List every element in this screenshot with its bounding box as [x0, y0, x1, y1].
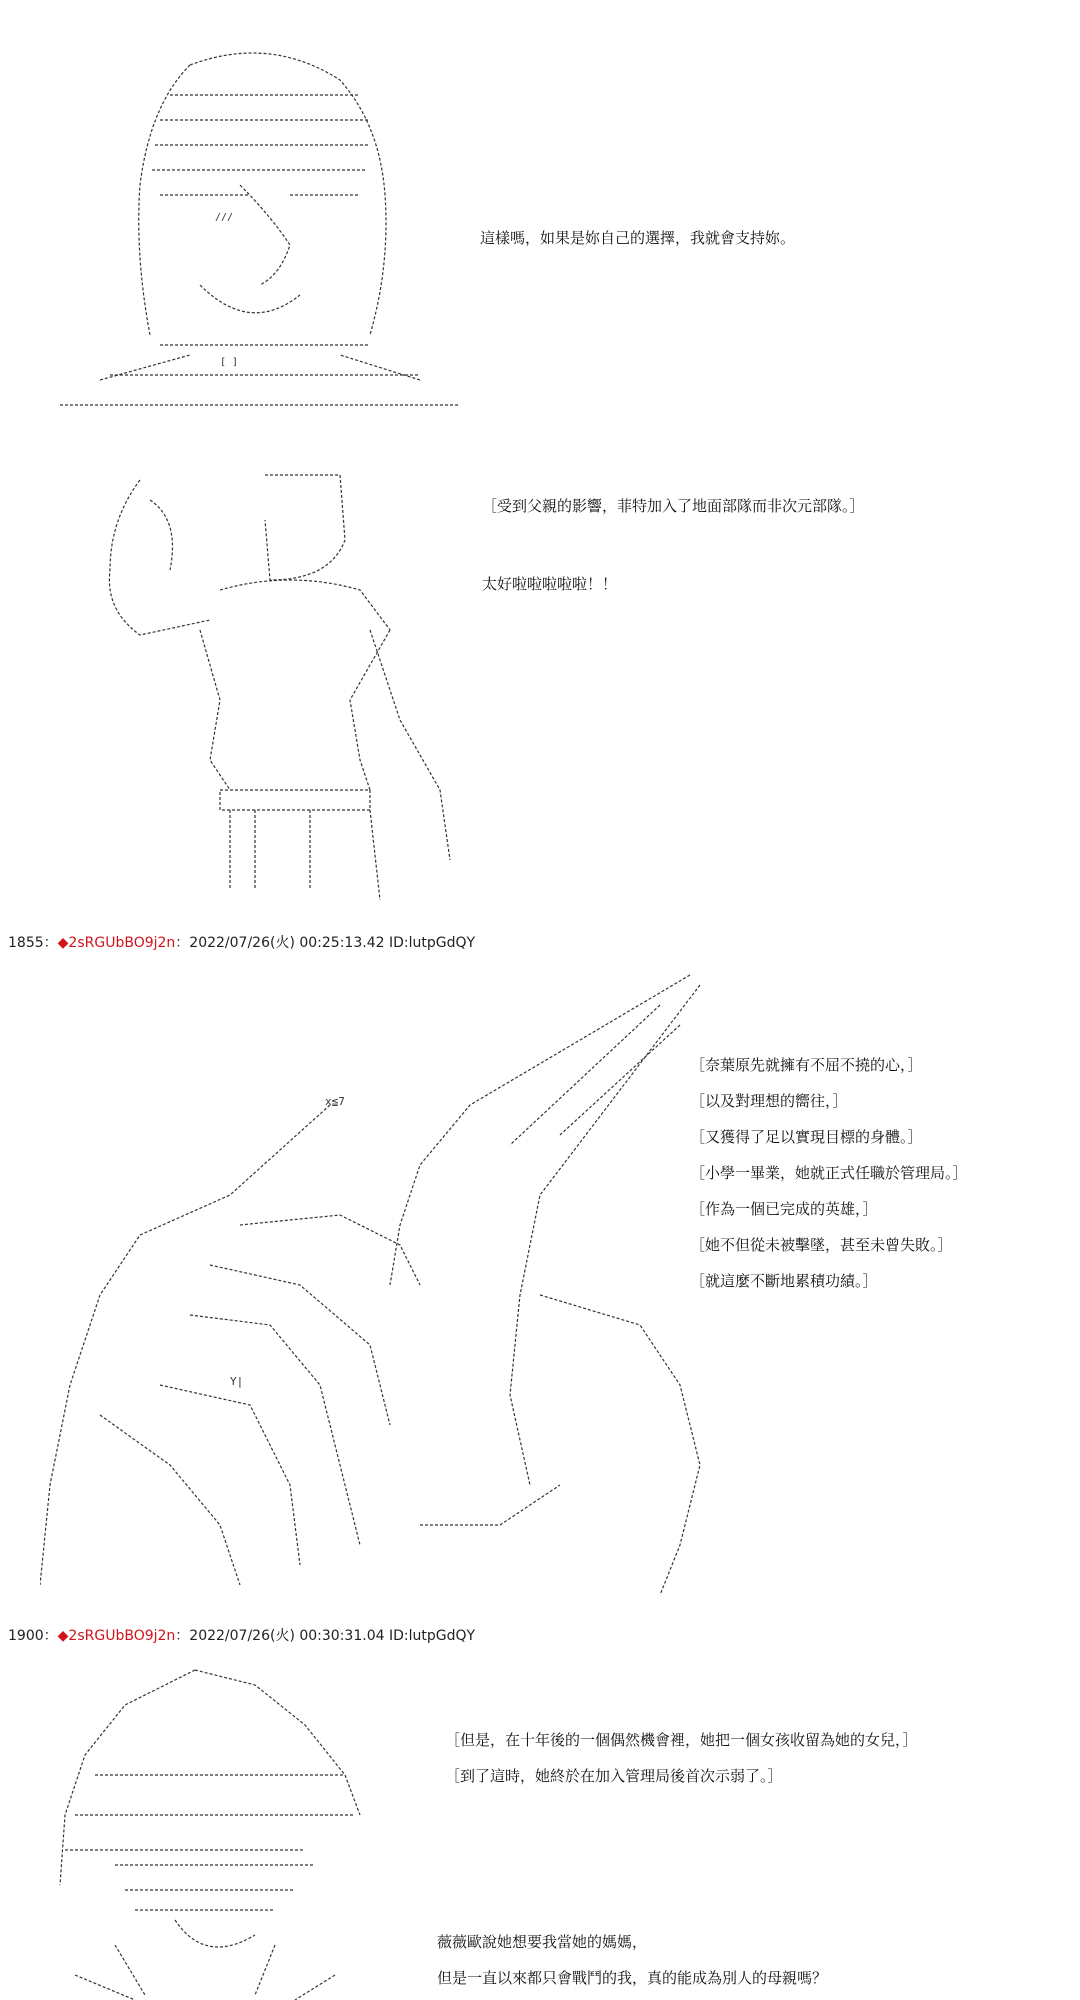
svg-text:[ ]: [ ]	[220, 357, 239, 368]
post-number: 1900：	[8, 1628, 58, 1644]
post-meta: ：2022/07/26(火) 00:25:13.42 ID:lutpGdQY	[175, 935, 476, 951]
panel2-narration: ［受到父親的影響，菲特加入了地面部隊而非次元部隊。］	[482, 497, 865, 515]
trip-code[interactable]: 2sRGUbBO9j2n	[68, 1628, 176, 1644]
panel3-narration-1: ［奈葉原先就擁有不屈不撓的心，］	[690, 1056, 923, 1074]
panel3-narration-3: ［又獲得了足以實現目標的身體。］	[690, 1128, 923, 1146]
panel3-narration-6: ［她不但從未被擊墜，甚至未曾失敗。］	[690, 1236, 953, 1254]
panel3-narration-4: ［小學一畢業，她就正式任職於管理局。］	[690, 1164, 968, 1182]
ascii-art-short-hair-figure	[55, 1665, 395, 2000]
panel3-narration-5: ［作為一個已完成的英雄，］	[690, 1200, 878, 1218]
panel3-narration-7: ［就這麼不斷地累積功績。］	[690, 1272, 878, 1290]
ascii-art-long-hair-figure	[40, 35, 470, 425]
ascii-art-hero-with-beam	[40, 965, 720, 1605]
panel4-narration-1: ［但是，在十年後的一個偶然機會裡，她把一個女孩收留為她的女兒，］	[445, 1731, 918, 1749]
post-number: 1855：	[8, 935, 58, 951]
ascii-art-flexing-figure	[90, 460, 470, 900]
trip-code[interactable]: 2sRGUbBO9j2n	[68, 935, 176, 951]
post-meta: ：2022/07/26(火) 00:30:31.04 ID:lutpGdQY	[175, 1628, 476, 1644]
svg-text:Y|: Y|	[230, 1375, 244, 1388]
panel1-dialogue: 這樣嗎，如果是妳自己的選擇，我就會支持妳。	[480, 229, 796, 247]
post-header-1900	[8, 1625, 475, 1645]
trip-diamond-icon: ◆	[57, 935, 69, 951]
post-header-1855	[8, 932, 475, 952]
panel2-exclamation: 太好啦啦啦啦啦！！	[482, 575, 618, 593]
panel4-dialogue-2: 但是一直以來都只會戰鬥的我，真的能成為別人的母親嗎？	[437, 1969, 828, 1987]
svg-text:x≦7: x≦7	[325, 1095, 345, 1108]
panel3-narration-2: ［以及對理想的嚮往，］	[690, 1092, 848, 1110]
trip-diamond-icon: ◆	[57, 1628, 69, 1644]
panel4-narration-2: ［到了這時，她終於在加入管理局後首次示弱了。］	[445, 1767, 783, 1785]
panel4-dialogue-1: 薇薇歐說她想要我當她的媽媽，	[437, 1933, 648, 1951]
svg-text:///: ///	[215, 212, 234, 223]
